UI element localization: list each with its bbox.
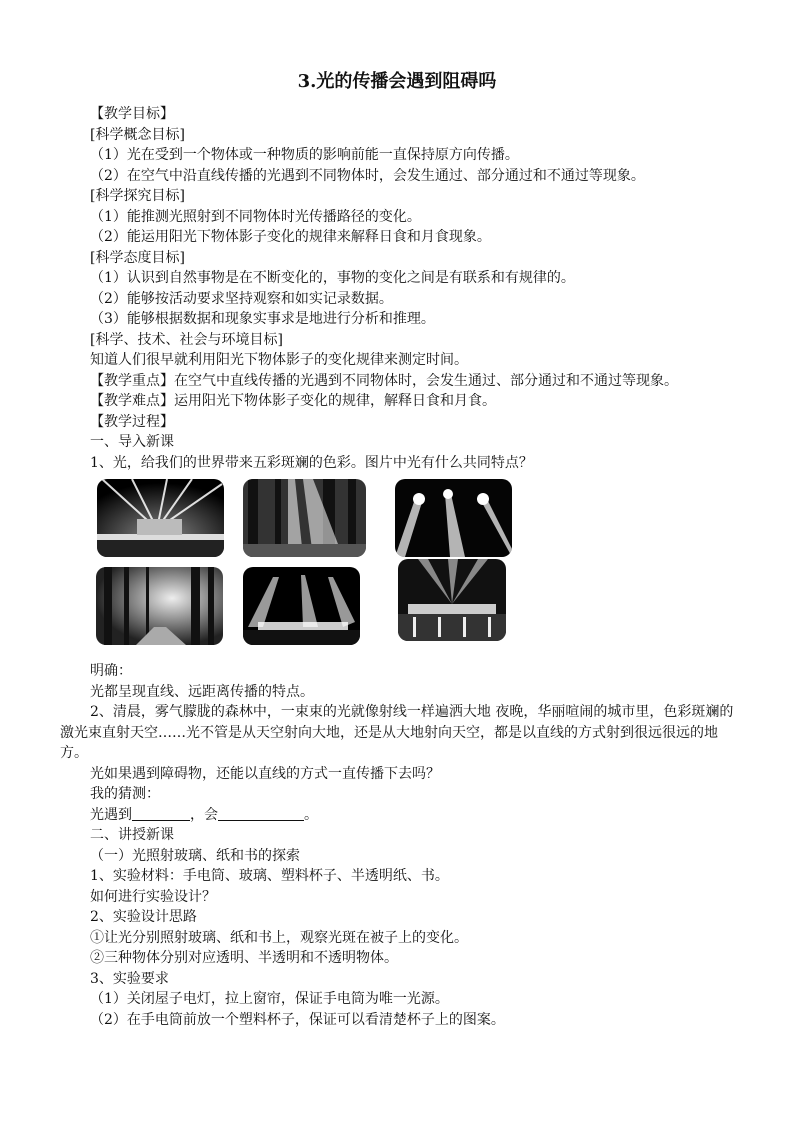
new-lesson-header: 二、讲授新课	[90, 827, 174, 843]
guess-label: 我的猜测：	[90, 786, 160, 802]
guess-part-b: ，会	[190, 806, 218, 823]
design-question: 如何进行实验设计？	[90, 888, 216, 905]
design-step-2: ②三种物体分别对应透明、半透明和不透明物体。	[90, 950, 398, 966]
clarify-answer: 光都呈现直线、远距离传播的特点。	[90, 683, 314, 700]
attitude-goal-2: （2）能够按活动要求坚持观察和如实记录数据。	[90, 290, 393, 307]
document-title: 3.光的传播会遇到阻碍吗	[297, 71, 497, 92]
document-body	[60, 104, 740, 1030]
inquiry-goals-header: [科学探究目标]	[90, 188, 185, 204]
concept-goal-1: （1）光在受到一个物体或一种物质的影响前能一直保持原方向传播。	[90, 147, 519, 163]
design-step-1: ①让光分别照射玻璃、纸和书上，观察光斑在被子上的变化。	[90, 929, 468, 946]
intro-paragraph-2: 2、清晨，雾气朦胧的森林中，一束束的光就像射线一样遍洒大地 夜晚，华丽喧闹的城市里，色彩斑斓的激光束直射天空……光不管是从天空射向大地，还是从大地射向天空，都是以直线的方式射到很远很远的地方。	[60, 704, 734, 761]
difficulty: 【教学难点】运用阳光下物体影子变化的规律，解释日食和月食。	[90, 393, 496, 409]
requirements-header: 3、实验要求	[90, 970, 169, 987]
key-point: 【教学重点】在空气中直线传播的光遇到不同物体时，会发生通过、部分通过和不通过等现象。	[90, 372, 678, 389]
stage-spotlights-photo	[395, 479, 512, 557]
intro-header: 一、导入新课	[90, 434, 174, 450]
requirement-2: （2）在手电筒前放一个塑料杯子，保证可以看清楚杯子上的图案。	[90, 1011, 505, 1028]
attitude-goal-1: （1）认识到自然事物是在不断变化的，事物的变化之间是有联系和有规律的。	[90, 270, 575, 286]
section-1-header: （一）光照射玻璃、纸和书的探索	[90, 847, 300, 864]
concept-goal-2: （2）在空气中沿直线传播的光遇到不同物体时，会发生通过、部分通过和不通过等现象。	[90, 167, 645, 184]
materials: 1、实验材料：手电筒、玻璃、塑料杯子、半透明纸、书。	[90, 868, 449, 884]
guess-blank-2	[218, 806, 304, 821]
forest-light-rays-photo	[243, 479, 366, 557]
intro-question-1: 1、光，给我们的世界带来五彩斑斓的色彩。图片中光有什么共同特点？	[90, 454, 533, 471]
night-bridge-searchlights-photo	[97, 479, 224, 557]
stse-goals-header: [科学、技术、社会与环境目标]	[90, 331, 283, 348]
inquiry-goal-1: （1）能推测光照射到不同物体时光传播路径的变化。	[90, 208, 421, 225]
concept-goals-header: [科学概念目标]	[90, 126, 185, 143]
city-laser-show-photo	[398, 559, 506, 641]
misty-forest-sunbeams-photo	[96, 567, 223, 645]
attitude-goals-header: [科学态度目标]	[90, 249, 185, 266]
process-header: 【教学过程】	[90, 413, 174, 430]
stse-goal-1: 知道人们很早就利用阳光下物体影子的变化规律来测定时间。	[90, 352, 468, 368]
goals-header: 【教学目标】	[90, 106, 174, 122]
photo-grid	[60, 479, 740, 649]
attitude-goal-3: （3）能够根据数据和现象实事求是地进行分析和推理。	[90, 311, 435, 327]
guess-part-a: 光遇到	[90, 806, 132, 823]
concert-stage-beams-photo	[243, 567, 360, 645]
guess-line	[60, 805, 740, 826]
guess-blank-1	[132, 806, 190, 821]
design-header: 2、实验设计思路	[90, 909, 197, 925]
inquiry-goal-2: （2）能运用阳光下物体影子变化的规律来解释日食和月食现象。	[90, 229, 491, 245]
guess-part-c: 。	[304, 806, 318, 823]
clarify-label: 明确：	[90, 663, 132, 679]
requirement-1: （1）关闭屋子电灯，拉上窗帘，保证手电筒为唯一光源。	[90, 991, 449, 1007]
obstacle-question: 光如果遇到障碍物，还能以直线的方式一直传播下去吗？	[90, 765, 440, 782]
